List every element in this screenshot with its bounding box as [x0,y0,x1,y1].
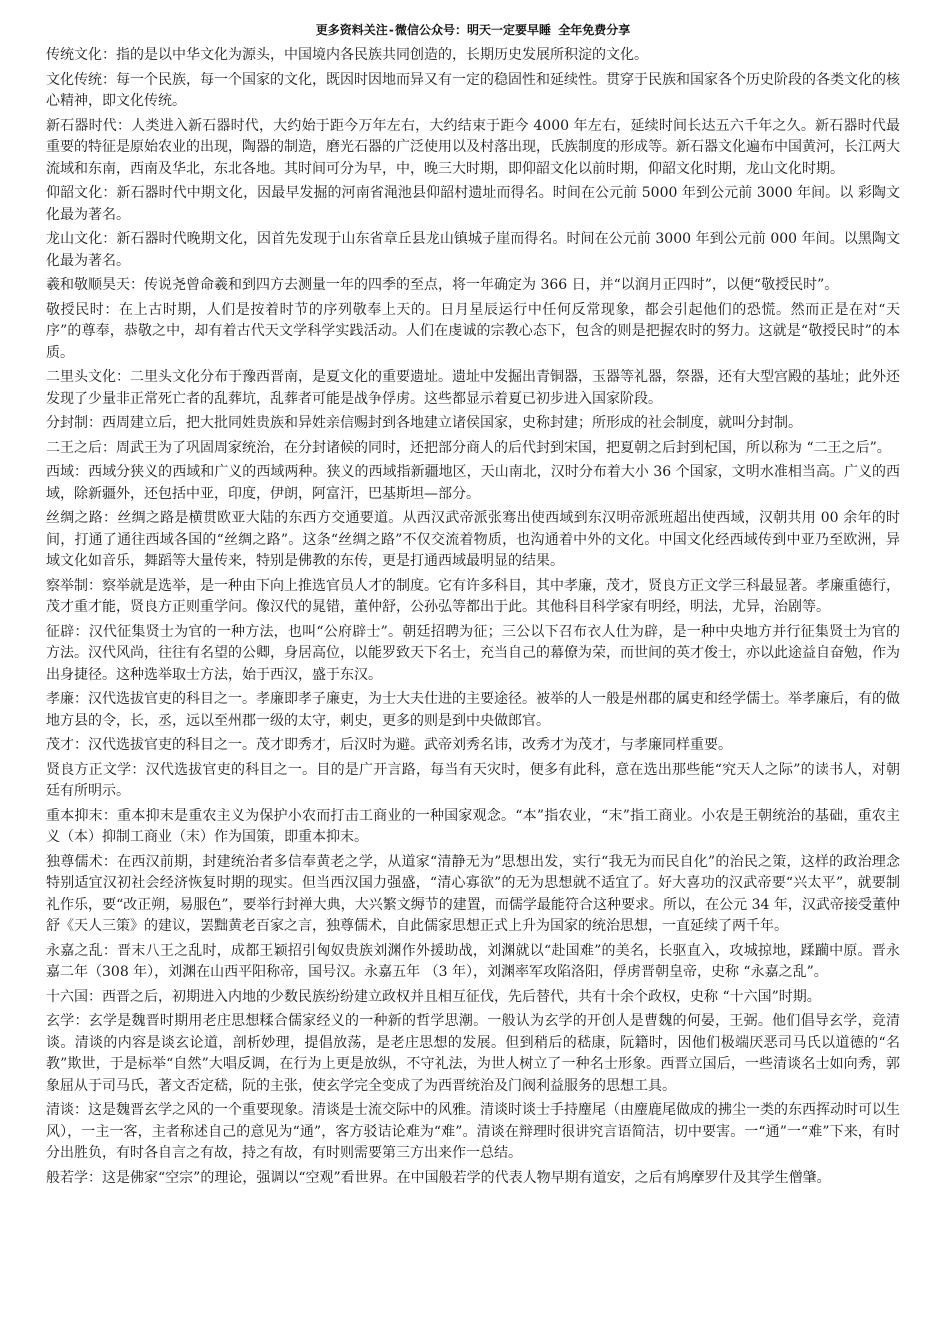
term-separator: ： [130,277,144,293]
entry-definition: 二里头文化分布于豫西晋南，是夏文化的重要遗址。遗址中发掘出青铜器，玉器等礼器，祭器，还有大型宫殿的基址；此外还发现了少量非正常死亡者的乱葬坑，乱葬者可能是战争俘虏。这些都显示着夏已初步进入国家阶段。 [46,369,900,407]
glossary-entry [46,300,900,365]
entry-definition: 在西汉前期，封建统治者多信奉黄老之学，从道家“清静无为”思想出发，实行“我无为而民自化”的治民之策，这样的政治理念特别适宜汉初社会经济恢复时期的现实。但当西汉国力强盛，“清心寡欲”的无为思想就不适宜了。好大喜功的汉武帝要“兴太平”，就要制礼作乐，要“改正朔，易服色”，要举行封禅大典，大兴繁文缛节的建置，而儒学最能符合这种要求。所以，在公元 34 年，汉武帝接受董仲舒《天人三策》的建议，罢黜黄老百家之言，独尊儒术，自此儒家思想正式上升为国家的统治思想，一直延续了两千年。 [46,853,901,934]
term-separator: ： [74,1013,89,1029]
entry-term: 敬授民时 [46,301,105,318]
term-separator: ： [102,185,117,201]
entry-term: 征辟 [46,623,75,640]
entry-definition: 这是佛家“空宗”的理论，强调以“空观”看世界。在中国般若学的代表人物早期有道安，之后有鸠摩罗什及其学生僧肇。 [102,1169,831,1186]
glossary-entry [46,183,900,226]
term-separator: ： [88,577,102,594]
term-separator: ： [74,464,89,480]
entry-term: 二里头文化 [46,369,116,385]
term-separator: ： [102,942,118,959]
entry-definition: 这是魏晋玄学之风的一个重要现象。清谈是士流交际中的风雅。清谈时谈士手持麈尾（由麈鹿尾做成的拂尘一类的东西挥动时可以生风），一主一客，主者称述自己的意见为“通”，客方驳诘论难为“难”。清谈在辩理时很讲究言语简洁，切中要害。一“通”一“难”下来，有时分出胜负，有时各自言之有故，持之有故，有时则需要第三方出来作一总结。 [46,1102,900,1161]
glossary-entry [46,689,900,732]
entry-term: 察举制 [46,577,88,594]
entry-definition: 玄学是魏晋时期用老庄思想糅合儒家经义的一种新的哲学思潮。一般认为玄学的开创人是曹魏的何晏，王弼。他们倡导玄学，竞清谈。清谈的内容是谈玄论道，剖析妙理，提倡放荡，是老庄思想的发展。但到稍后的嵇康，阮籍时，因他们极端厌恶司马氏以道德的“名教”欺世，于是标举“自然”大唱反调，在行为上更是放纵，不守礼法，为世人树立了一种名士形象。西晋立国后，一些清谈名士如向秀，郭象屈从于司马氏，著文否定嵇，阮的主张，使玄学完全变成了为西晋统治及门阀利益服务的思想工具。 [46,1013,901,1094]
entry-term: 龙山文化 [46,231,103,247]
term-separator: ： [102,71,116,88]
term-separator: ： [102,439,116,456]
entry-definition: 丝绸之路是横贯欧亚大陆的东西方交通要道。从西汉武帝派张骞出使西域到东汉明帝派班超出使西域，汉朝共用 00 余年的时间，打通了通往西域各国的“丝绸之路”。这条“丝绸之路”不仅交流着物质，也沟通着中外的文化。中国文化经西域传到中亚乃至欧洲，异域文化如音乐，舞蹈等大量传来，特别是佛教的东传，更是打通西域最明显的结果。 [46,510,901,569]
entry-term: 新石器时代 [46,117,117,134]
term-separator: ： [131,761,146,778]
glossary-entry [46,576,900,619]
glossary-entry [46,735,900,757]
entry-definition: 西周建立后，把大批同姓贵族和异姓亲信赐封到各地建立诸侯国家，史称封建；所形成的社会制度，就叫分封制。 [102,415,802,431]
entry-definition: 汉代选拔官吏的科目之一。茂才即秀才，后汉时为避。武帝刘秀名讳，改秀才为茂才，与孝廉同样重要。 [88,737,732,753]
glossary-entry [46,1168,900,1190]
term-separator: ： [74,1102,88,1118]
term-separator: ： [104,301,120,318]
glossary-entry [46,45,900,67]
entry-definition: 汉代选拔官吏的科目之一。孝廉即孝子廉吏，为士大夫仕进的主要途径。被举的人一般是州郡的属吏和经学儒士。举孝廉后，有的做地方县的令，长，丞，远以至州郡一级的太守，刺史，更多的则是到中央做郎官。 [46,691,900,729]
term-separator: ： [102,47,116,63]
entry-definition: 每一个民族，每一个国家的文化，既因时因地而异又有一定的稳固性和延续性。贯穿于民族和国家各个历史阶段的各类文化的核心精神，即文化传统。 [46,71,900,109]
glossary-entry [46,462,900,505]
term-separator: ： [88,988,102,1005]
entry-definition: 新石器时代晚期文化，因首先发现于山东省章丘县龙山镇城子崖而得名。时间在公元前 3000 年到公元前 000 年间。以黑陶文化最为著名。 [46,231,901,269]
glossary-entry [46,508,900,573]
entry-term: 二王之后 [46,439,102,456]
entry-term: 玄学 [46,1013,75,1029]
entry-definition: 在上古时期，人们是按着时节的序列敬奉上天的。日月星辰运行中任何反常现象，都会引起他们的恐慌。然而正是在对“天序”的尊奉，恭敬之中，却有着古代天文学科学实践活动。人们在虔诚的宗教心态下，包含的则是把握农时的努力。这就是“敬授民时”的本质。 [46,301,901,361]
entry-definition: 新石器时代中期文化，因最早发掘的河南省渑池县仰韶村遗址而得名。时间在公元前 5000 年到公元前 3000 年间。以 彩陶文化最为著名。 [46,185,900,223]
glossary-entry [46,438,900,460]
entry-definition: 察举就是选举，是一种由下向上推选官员人才的制度。它有许多科目，其中孝廉，茂才，贤良方正文学三科最显著。孝廉重德行，茂才重才能，贤良方正则重学问。像汉代的晁错，董仲舒，公孙弘等都出于此。其他科目科学家有明经，明法，尤异，治剧等。 [46,577,900,615]
entry-term: 十六国 [46,988,88,1005]
glossary-entry [46,275,900,297]
term-separator: ： [88,415,102,431]
entry-term: 独尊儒术 [46,853,103,870]
entry-term: 贤良方正文学 [46,761,132,778]
entry-term: 羲和敬顺昊天 [46,277,130,293]
glossary-entry [46,622,900,687]
glossary-entry [46,806,900,849]
term-separator: ： [74,737,88,753]
glossary-entry [46,367,900,410]
entry-term: 般若学 [46,1169,88,1186]
glossary-entry [46,229,900,272]
entry-term: 重本抑末 [46,807,103,824]
term-separator: ： [102,807,118,824]
entry-term: 永嘉之乱 [46,942,103,959]
entry-term: 分封制 [46,415,88,431]
entry-definition: 西域分狭义的西域和广义的西域两种。狭义的西域指新疆地区，天山南北，汉时分布着大小 36 个国家，文明水准相当高。广义的西域，除新疆外，还包括中亚，印度，伊朗，阿富汗，巴基斯坦—部分。 [46,464,901,502]
glossary-entry [46,413,900,435]
glossary-entry [46,70,900,113]
glossary-list [46,45,900,1189]
entry-term: 清谈 [46,1102,74,1118]
entry-definition: 汉代选拔官吏的科目之一。目的是广开言路，每当有天灾时，便多有此科，意在选出那些能“究天人之际”的读书人，对朝廷有所明示。 [46,761,901,799]
entry-term: 孝廉 [46,691,74,707]
glossary-entry [46,941,900,984]
entry-definition: 人类进入新石器时代，大约始于距今万年左右，大约结束于距今 4000 年左右，延续时间长达五六千年之久。新石器时代最重要的特征是原始农业的出现，陶器的制造，磨光石器的广泛使用以及村落出现，氏族制度的形成等。新石器文化遍布中国黄河，长江两大流域和东南，西南及华北，东北各地。其时间可分为早，中，晚三大时期，即仰韶文化以前时期，仰韶文化时期，龙山文化时期。 [46,117,901,177]
entry-definition: 周武王为了巩固周家统治，在分封诸候的同时，还把部分商人的后代封到宋国，把夏朝之后封到杞国，所以称为 “二王之后”。 [116,439,891,456]
term-separator: ： [74,623,89,640]
page-header: 更多资料关注-微信公众号：明天一定要早睡 全年免费分享 [315,23,631,37]
entry-term: 传统文化 [46,47,102,63]
term-separator: ： [74,691,88,707]
entry-definition: 晋末八王之乱时，成都王颖招引匈奴贵族刘渊作外援助战，刘渊就以“赴国难”的美名，长驱直入，攻城掠地，蹂躏中原。晋永嘉二年（308 年），刘渊在山西平阳称帝，国号汉。永嘉五年 （3 年），刘渊率军攻陷洛阳，俘虏晋朝皇帝，史称 “永嘉之乱”。 [46,942,901,980]
entry-definition: 重本抑末是重农主义为保护小农而打击工商业的一种国家观念。“本”指农业，“末”指工商业。小农是王朝统治的基础，重农主义（本）抑制工商业（末）作为国策，即重本抑末。 [46,807,901,845]
entry-definition: 西晋之后，初期进入内地的少数民族纷纷建立政权并且相互征伐，先后替代，共有十余个政权，史称 “十六国”时期。 [102,988,821,1005]
entry-term: 西域 [46,464,75,480]
term-separator: ： [117,117,132,134]
entry-term: 丝绸之路 [46,510,104,526]
entry-definition: 传说尧曾命羲和到四方去测量一年的四季的至点，将一年确定为 366 日，并“以润月正四时”，以便“敬授民时”。 [144,277,839,293]
term-separator: ： [88,1169,102,1186]
glossary-entry [46,987,900,1009]
glossary-entry [46,760,900,803]
entry-term: 仰韶文化 [46,185,103,201]
term-separator: ： [103,510,118,526]
entry-definition: 汉代征集贤士为官的一种方法，也叫“公府辟士”。朝廷招聘为征；三公以下召布衣人仕为辟，是一种中央地方并行征集贤士为官的方法。汉代风尚，往往有名望的公卿，身居高位，以能罗致天下名士，充当自己的幕僚为荣，而世间的英才俊士，亦以此途益自奋勉，作为出身捷径。这种选举取士方法，始于西汉，盛于东汉。 [46,623,901,683]
term-separator: ： [102,231,117,247]
entry-term: 茂才 [46,737,74,753]
glossary-entry [46,116,900,181]
term-separator: ： [116,369,130,385]
entry-term: 文化传统 [46,71,102,88]
glossary-entry [46,852,900,938]
glossary-entry [46,1011,900,1097]
term-separator: ： [102,853,118,870]
glossary-entry [46,1100,900,1165]
entry-definition: 指的是以中华文化为源头，中国境内各民族共同创造的，长期历史发展所积淀的文化。 [116,47,648,63]
